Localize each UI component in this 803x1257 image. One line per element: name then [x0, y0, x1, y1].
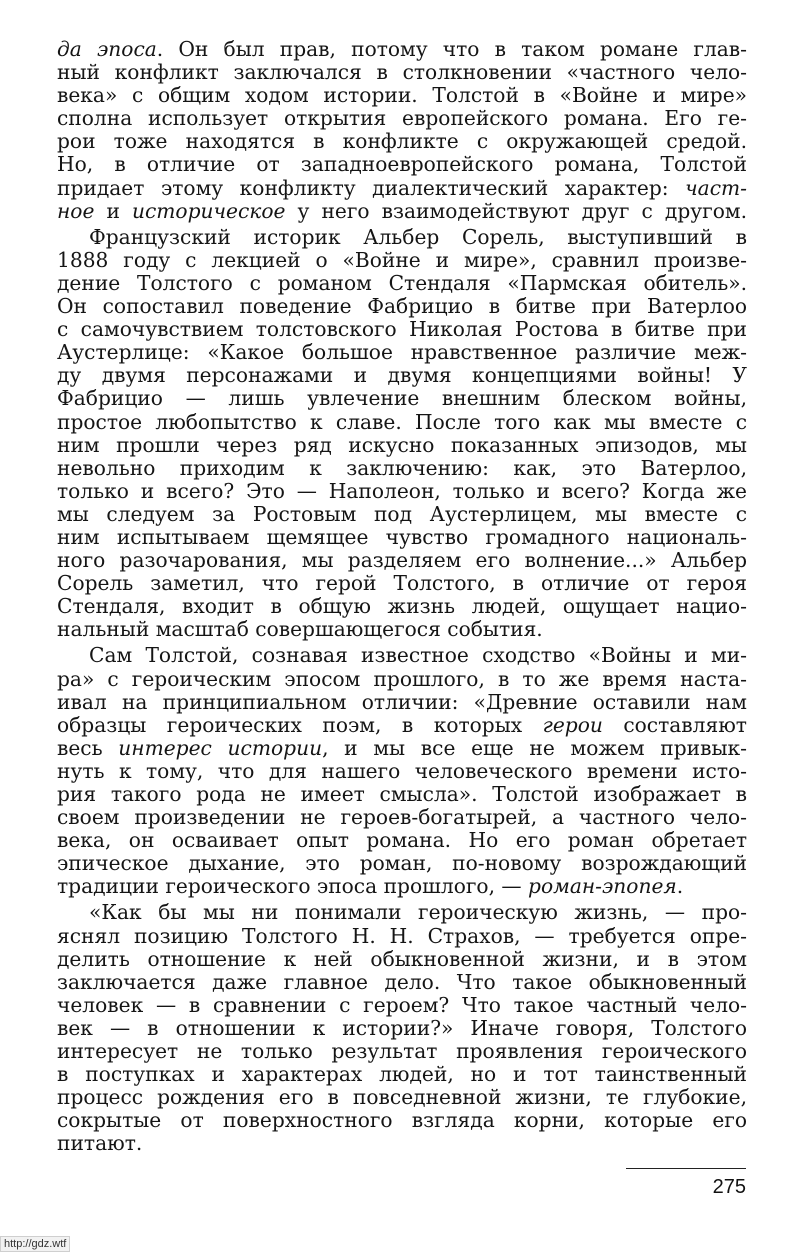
text-run: , и мы все еще не можем привык-	[322, 735, 747, 760]
text-run: сполна использует открытия европейского романа. Его ге-	[57, 106, 747, 131]
text-line	[57, 668, 747, 691]
text-run: ивал на принципиальном отличии: «Древние оставили нам	[57, 689, 747, 714]
text-line	[57, 107, 747, 130]
text-line	[57, 200, 747, 223]
text-line	[57, 295, 747, 318]
text-line	[57, 572, 747, 595]
text-run: ный конфликт заключался в столкновении «частного чело-	[57, 60, 747, 85]
text-run: Аустерлице: «Какое большое нравственное различие меж-	[57, 340, 747, 365]
text-run: .	[676, 874, 684, 899]
text-run: заключается даже главное дело. Что такое обыкновенный	[57, 969, 747, 994]
text-line	[57, 1132, 747, 1155]
text-run: ним прошли через ряд искусно показанных эпизодов, мы	[57, 432, 747, 457]
italic-run: интерес истории	[118, 735, 323, 760]
text-line	[57, 1063, 747, 1086]
italic-run: ное	[57, 198, 95, 223]
text-run: у него взаимодействуют друг с другом.	[285, 198, 747, 223]
text-line	[57, 177, 747, 200]
footer-rule	[626, 1168, 746, 1169]
text-line	[57, 84, 747, 107]
text-line	[57, 549, 747, 572]
text-run: процесс рождения его в повседневной жизни, те глубокие,	[57, 1085, 747, 1110]
text-run: и	[94, 198, 132, 223]
text-run: простое любопытство к славе. После того как мы вместе с	[57, 409, 747, 434]
text-run: рия такого рода не имеет смысла». Толстой изображает в	[57, 782, 747, 806]
italic-run: историческое	[131, 198, 286, 223]
text-run: Французский историк Альбер Сорель, выступивший в	[89, 224, 747, 249]
text-line	[57, 1086, 747, 1109]
text-line	[57, 783, 747, 806]
text-line	[57, 971, 747, 994]
text-line	[57, 595, 747, 618]
text-line	[57, 411, 747, 434]
text-run: век — в отношении к истории?» Иначе говоря, Толстого	[57, 1015, 747, 1040]
text-line	[57, 457, 747, 480]
text-run: весь	[57, 735, 119, 760]
text-run: только и всего? Это — Наполеон, только и всего? Когда же	[57, 478, 747, 503]
text-line	[57, 364, 747, 387]
italic-run: да эпоса	[57, 37, 157, 61]
text-line	[57, 925, 747, 948]
text-line	[57, 618, 747, 641]
italic-run: част-	[685, 175, 747, 200]
text-run: Сорель заметил, что герой Толстого, в отличие от героя	[57, 571, 747, 596]
text-line	[57, 829, 747, 852]
text-run: нальный масштаб совершающегося события.	[57, 617, 543, 642]
text-line	[57, 875, 747, 898]
text-line	[57, 38, 747, 61]
text-run: 1888 году с лекцией о «Войне и мире», сравнил произве-	[57, 247, 747, 272]
text-line	[57, 341, 747, 364]
text-line	[57, 901, 747, 924]
text-run: «Как бы мы ни понимали героическую жизнь, — про-	[89, 900, 747, 925]
text-run: своем произведении не героев-богатырей, а частного чело-	[57, 805, 747, 830]
italic-run: роман-эпопея	[528, 874, 677, 899]
text-run: придает этому конфликту диалектический характер:	[57, 175, 686, 200]
text-line	[57, 691, 747, 714]
text-run: века, он осваивает опыт романа. Но его роман обретает	[57, 828, 747, 853]
text-run: дение Толстого с романом Стендаля «Пармская обитель».	[57, 270, 747, 295]
text-run: яснял позицию Толстого Н. Н. Страхов, — требуется опре-	[57, 923, 747, 948]
text-run: ду двумя персонажами и двумя концепциями войны! У	[57, 363, 747, 388]
text-run: Стендаля, входит в общую жизнь людей, ощущает нацио-	[57, 594, 747, 619]
text-line	[57, 61, 747, 84]
text-run: мы следуем за Ростовым под Аустерлицем, мы вместе с	[57, 501, 747, 526]
text-run: Но, в отличие от западноевропейского романа, Толстой	[57, 152, 747, 177]
text-run: человек — в сравнении с героем? Что такое частный чело-	[57, 992, 747, 1017]
text-run: ного разочарования, мы разделяем его волнение...» Альбер	[57, 548, 747, 573]
text-run: рои тоже находятся в конфликте с окружающей средой.	[57, 129, 747, 154]
text-line	[57, 249, 747, 272]
text-run: эпическое дыхание, это роман, по-новому возрождающий	[57, 851, 747, 876]
text-line	[57, 760, 747, 783]
text-run: невольно приходим к заключению: как, это Ватерлоо,	[57, 455, 747, 480]
text-line	[57, 153, 747, 176]
text-run: ним испытываем щемящее чувство громадного националь-	[57, 524, 747, 549]
text-line	[57, 994, 747, 1017]
text-line	[57, 503, 747, 526]
text-run: в поступках и характерах людей, но и тот таинственный	[57, 1062, 747, 1087]
text-line	[57, 644, 747, 667]
text-line	[57, 714, 747, 737]
text-run: века» с общим ходом истории. Толстой в «Войне и мире»	[57, 83, 747, 108]
text-run: Сам Толстой, сознавая известное сходство «Войны и ми-	[89, 643, 747, 668]
text-run: ра» с героическим эпосом прошлого, в то же время наста-	[57, 666, 747, 691]
text-line	[57, 318, 747, 341]
text-line	[57, 526, 747, 549]
text-line	[57, 272, 747, 295]
text-run: нуть к тому, что для нашего человеческого времени исто-	[57, 758, 747, 783]
text-line	[57, 806, 747, 829]
text-line	[57, 1017, 747, 1040]
italic-run: герои	[542, 712, 603, 737]
text-run: составляют	[602, 712, 747, 737]
text-line	[57, 1040, 747, 1063]
text-line	[57, 434, 747, 457]
text-line	[57, 130, 747, 153]
text-line	[57, 480, 747, 503]
watermark-link[interactable]: http://gdz.wtf	[0, 1236, 70, 1252]
page-body	[57, 38, 747, 1156]
page-number: 275	[712, 1176, 746, 1198]
text-run: традиции героического эпоса прошлого, —	[57, 874, 529, 899]
text-run: сокрытые от поверхностного взгляда корни, которые его	[57, 1108, 747, 1133]
text-run: питают.	[57, 1131, 143, 1156]
text-run: Фабрицио — лишь увлечение внешним блеском войны,	[57, 386, 747, 411]
text-line	[57, 948, 747, 971]
text-run: Он сопоставил поведение Фабрицио в битве при Ватерлоо	[57, 294, 747, 319]
text-line	[57, 226, 747, 249]
text-line	[57, 737, 747, 760]
text-run: интересует не только результат проявления героического	[57, 1039, 747, 1064]
text-line	[57, 852, 747, 875]
text-run: . Он был прав, потому что в таком романе глав-	[156, 37, 747, 61]
text-line	[57, 387, 747, 410]
text-run: образцы героических поэм, в которых	[57, 712, 543, 737]
text-line	[57, 1109, 747, 1132]
text-run: делить отношение к ней обыкновенной жизни, и в этом	[57, 946, 747, 971]
text-run: с самочувствием толстовского Николая Ростова в битве при	[57, 317, 747, 342]
